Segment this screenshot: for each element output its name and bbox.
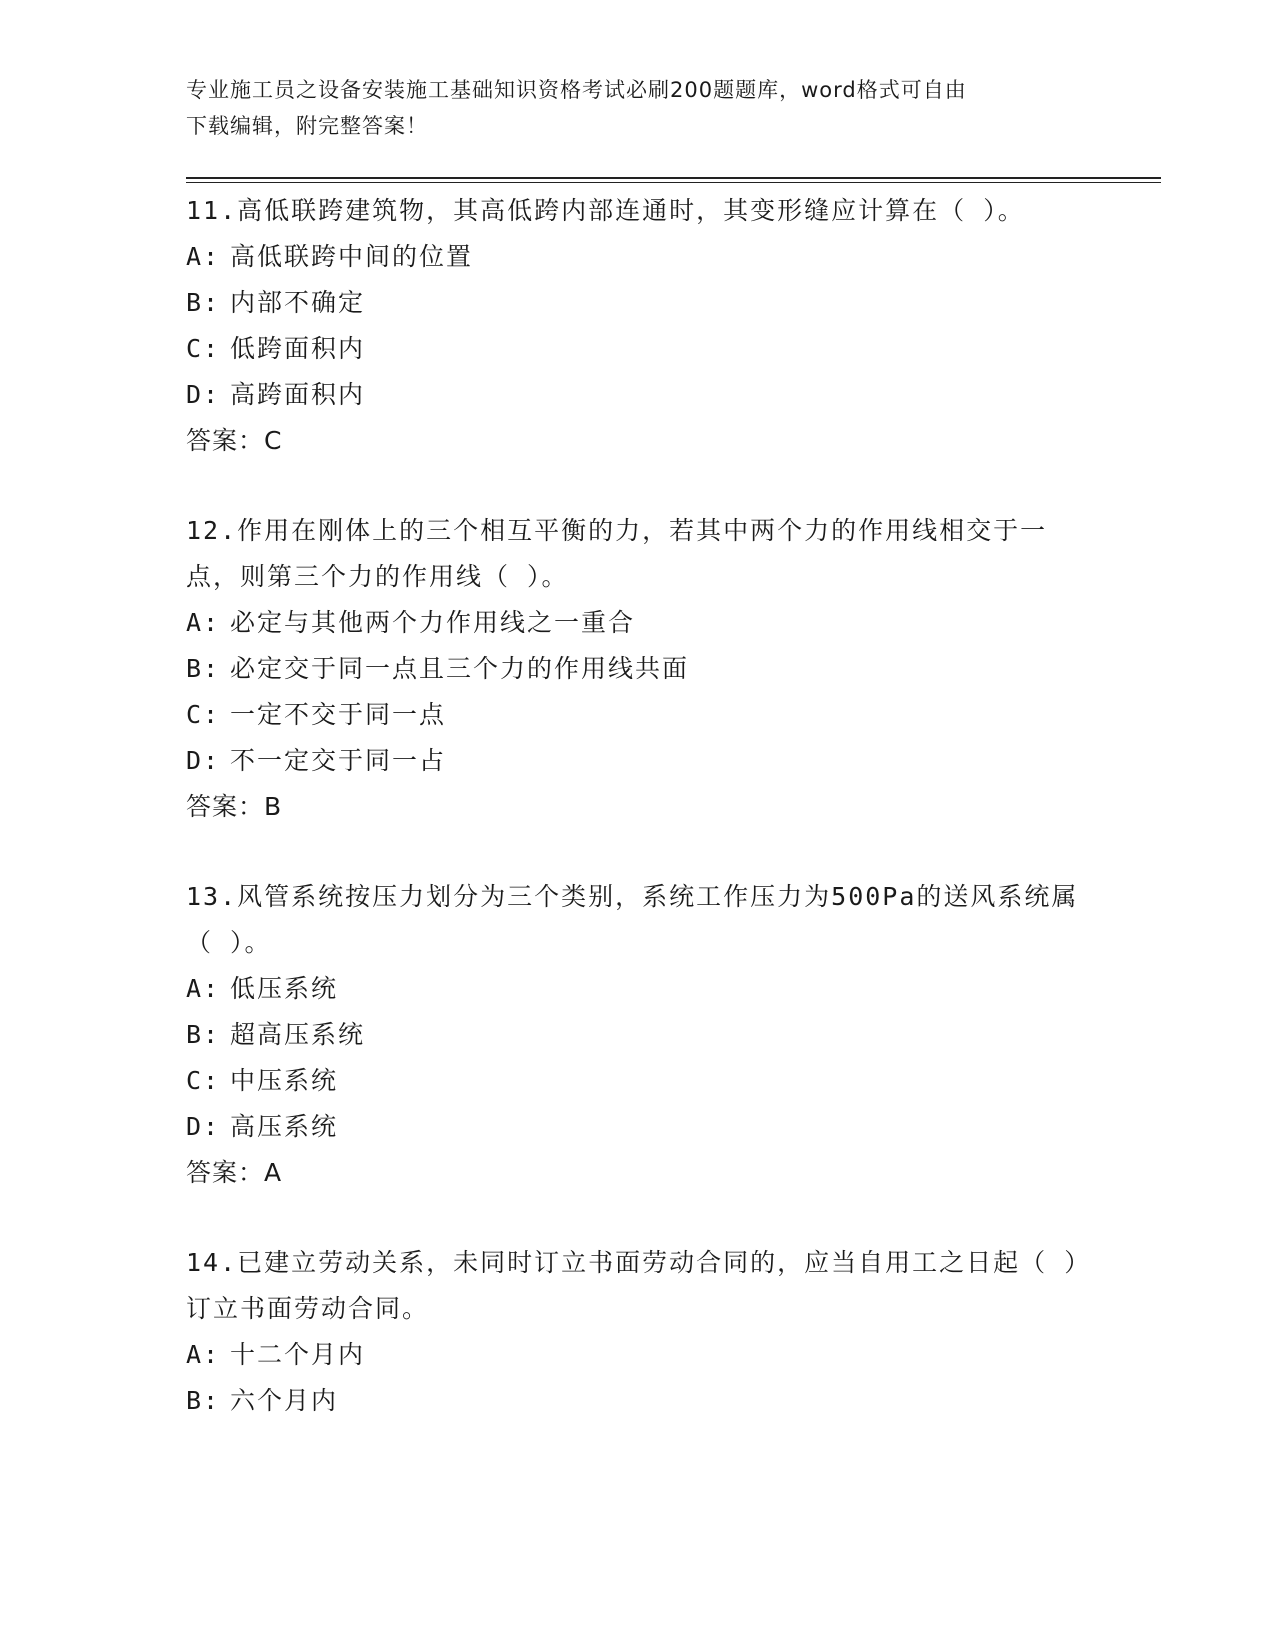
option-row bbox=[186, 234, 1086, 280]
question-block bbox=[186, 508, 1086, 830]
option-letter: B: bbox=[186, 654, 221, 683]
answer-text: 答案：B bbox=[186, 792, 283, 821]
question-block bbox=[186, 188, 1086, 464]
option-letter: A: bbox=[186, 242, 221, 271]
option-text: 必定与其他两个力作用线之一重合 bbox=[230, 608, 636, 637]
option-letter: C: bbox=[186, 1066, 221, 1095]
option-text: 高低联跨中间的位置 bbox=[230, 242, 474, 271]
option-text: 低压系统 bbox=[230, 974, 339, 1003]
document-page bbox=[186, 0, 1161, 1650]
option-text: 必定交于同一点且三个力的作用线共面 bbox=[230, 654, 690, 683]
question-block bbox=[186, 1240, 1086, 1424]
option-row bbox=[186, 326, 1086, 372]
question-text: 12.作用在刚体上的三个相互平衡的力，若其中两个力的作用线相交于一点，则第三个力的作用线（ ）。 bbox=[186, 516, 1048, 591]
question-block bbox=[186, 874, 1086, 1196]
option-letter: B: bbox=[186, 1386, 221, 1415]
option-text: 不一定交于同一占 bbox=[230, 746, 447, 775]
option-row bbox=[186, 1332, 1086, 1378]
option-row bbox=[186, 966, 1086, 1012]
option-letter: D: bbox=[186, 380, 221, 409]
option-text: 超高压系统 bbox=[230, 1020, 366, 1049]
option-row bbox=[186, 372, 1086, 418]
answer-text: 答案：C bbox=[186, 426, 283, 455]
option-row bbox=[186, 692, 1086, 738]
option-row bbox=[186, 600, 1086, 646]
header-title-line-1: 专业施工员之设备安装施工基础知识资格考试必刷200题题库，word格式可自由 bbox=[186, 78, 967, 102]
option-text: 低跨面积内 bbox=[230, 334, 366, 363]
option-text: 十二个月内 bbox=[230, 1340, 366, 1369]
option-text: 高跨面积内 bbox=[230, 380, 366, 409]
header-title-line-2: 下载编辑，附完整答案！ bbox=[186, 114, 428, 138]
document-header bbox=[186, 72, 1086, 144]
question-list bbox=[186, 188, 1086, 1468]
option-text: 高压系统 bbox=[230, 1112, 339, 1141]
option-row bbox=[186, 280, 1086, 326]
option-text: 一定不交于同一点 bbox=[230, 700, 447, 729]
option-letter: A: bbox=[186, 608, 221, 637]
option-letter: B: bbox=[186, 288, 221, 317]
question-text: 13.风管系统按压力划分为三个类别，系统工作压力为500Pa的送风系统属（ ）。 bbox=[186, 882, 1079, 957]
option-letter: C: bbox=[186, 334, 221, 363]
question-text: 14.已建立劳动关系，未同时订立书面劳动合同的，应当自用工之日起（ ）订立书面劳动合同。 bbox=[186, 1248, 1079, 1323]
option-letter: D: bbox=[186, 746, 221, 775]
option-letter: C: bbox=[186, 700, 221, 729]
option-letter: B: bbox=[186, 1020, 221, 1049]
header-divider bbox=[186, 177, 1161, 183]
option-letter: A: bbox=[186, 974, 221, 1003]
option-row bbox=[186, 646, 1086, 692]
option-text: 中压系统 bbox=[230, 1066, 339, 1095]
option-text: 六个月内 bbox=[230, 1386, 339, 1415]
option-row bbox=[186, 1012, 1086, 1058]
option-row bbox=[186, 738, 1086, 784]
option-letter: A: bbox=[186, 1340, 221, 1369]
question-text: 11.高低联跨建筑物，其高低跨内部连通时，其变形缝应计算在（ ）。 bbox=[186, 196, 1025, 225]
option-row bbox=[186, 1378, 1086, 1424]
option-row bbox=[186, 1104, 1086, 1150]
option-letter: D: bbox=[186, 1112, 221, 1141]
option-text: 内部不确定 bbox=[230, 288, 366, 317]
option-row bbox=[186, 1058, 1086, 1104]
answer-text: 答案：A bbox=[186, 1158, 283, 1187]
